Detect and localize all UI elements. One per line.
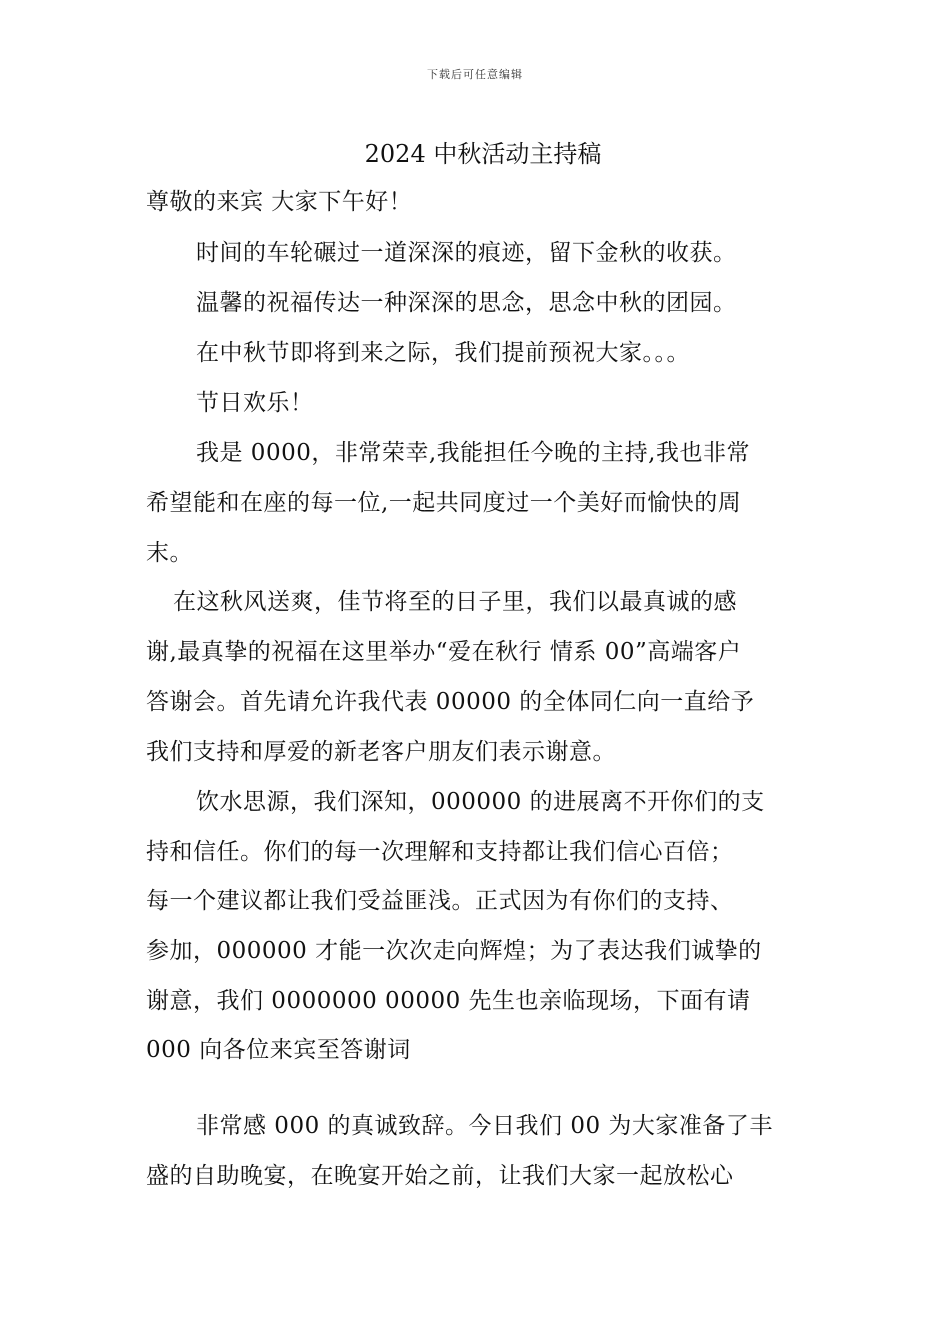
body-line: 参加，000000 才能一次次走向辉煌；为了表达我们诚挚的 — [146, 938, 762, 964]
body-line: 饮水思源，我们深知，000000 的进展离不开你们的支 — [196, 789, 765, 815]
body-line: 持和信任。你们的每一次理解和支持都让我们信心百倍； — [146, 839, 734, 865]
body-line: 非常感 000 的真诚致辞。今日我们 00 为大家准备了丰 — [196, 1113, 773, 1139]
body-line: 我们支持和厚爱的新老客户朋友们表示谢意。 — [146, 739, 616, 765]
body-line: 谢,最真挚的祝福在这里举办“爱在秋行 情系 00”高端客户 — [146, 639, 742, 665]
body-line: 温馨的祝福传达一种深深的思念，思念中秋的团园。 — [196, 290, 737, 316]
body-line: 我是 0000，非常荣幸,我能担任今晚的主持,我也非常 — [196, 440, 750, 466]
body-line: 节日欢乐！ — [196, 390, 314, 416]
body-line: 谢意，我们 0000000 00000 先生也亲临现场，下面有请 — [146, 988, 751, 1014]
body-line: 000 向各位来宾至答谢词 — [146, 1037, 411, 1063]
document-title: 2024 中秋活动主持稿 — [364, 140, 602, 168]
body-line: 末。 — [146, 540, 193, 566]
greeting-line: 尊敬的来宾 大家下午好！ — [146, 189, 413, 215]
body-line: 每一个建议都让我们受益匪浅。正式因为有你们的支持、 — [146, 888, 734, 914]
body-line: 在中秋节即将到来之际，我们提前预祝大家。。。 — [196, 340, 690, 366]
body-line: 答谢会。首先请允许我代表 00000 的全体同仁向一直给予 — [146, 689, 755, 715]
body-line: 盛的自助晚宴，在晚宴开始之前，让我们大家一起放松心 — [146, 1163, 734, 1189]
body-line: 希望能和在座的每一位,一起共同度过一个美好而愉快的周 — [146, 490, 742, 516]
header-note: 下载后可任意编辑 — [427, 68, 523, 81]
body-line: 时间的车轮碾过一道深深的痕迹，留下金秋的收获。 — [196, 240, 737, 266]
body-line: 在这秋风送爽，佳节将至的日子里，我们以最真诚的感 — [173, 589, 737, 615]
